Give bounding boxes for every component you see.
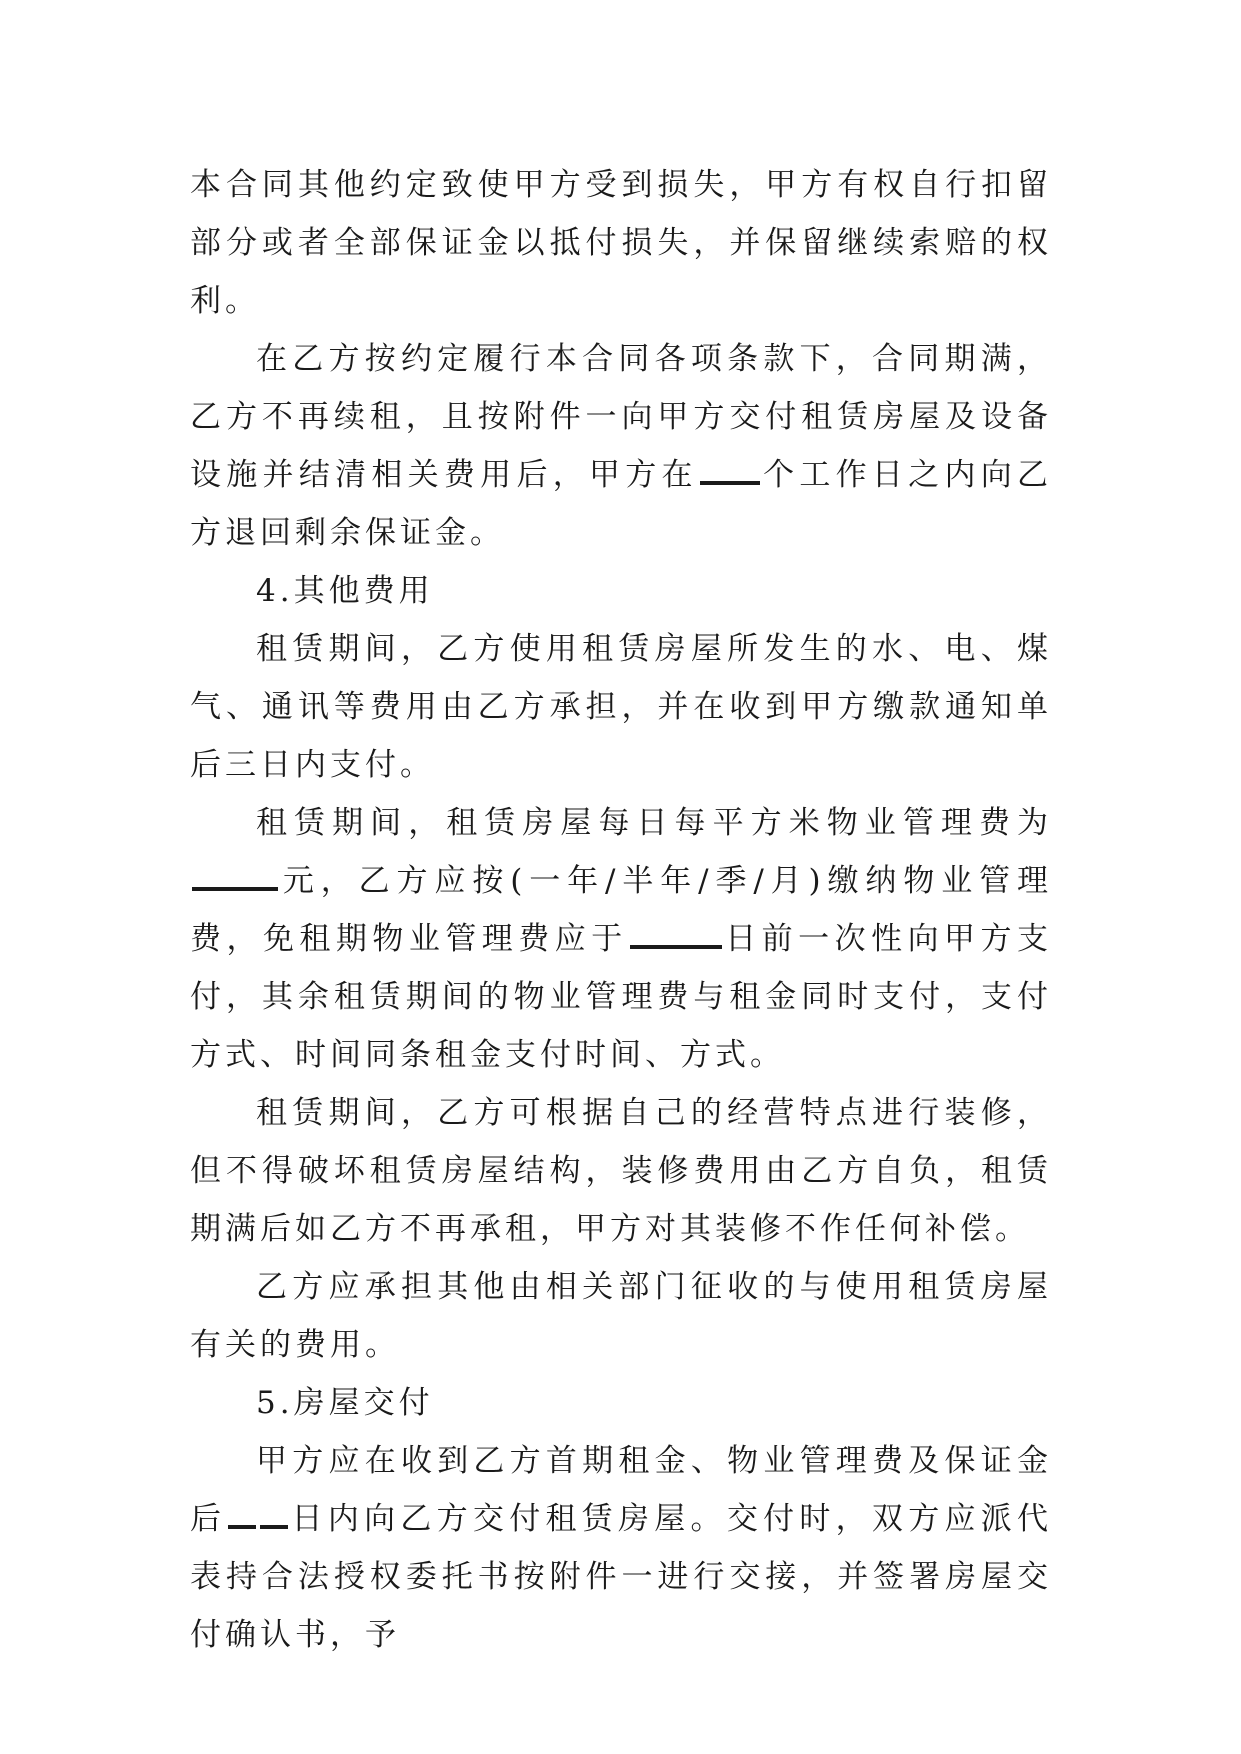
fill-in-blank: [228, 1499, 256, 1529]
fill-in-blank: [192, 861, 278, 891]
section-heading-other-fees: [190, 562, 1052, 620]
fill-in-blank: [630, 919, 722, 949]
paragraph-deposit-deduction: [190, 156, 1052, 330]
fill-in-blank: [700, 455, 760, 485]
paragraph-text: 租赁期间，乙方可根据自己的经营特点进行装修，但不得破坏租赁房屋结构，装修费用由乙方自负，租赁期满后如乙方不再承租，甲方对其装修不作任何补偿。: [190, 1095, 1052, 1247]
heading-text: 4.其他费用: [256, 573, 434, 609]
paragraph-text: 在乙方按约定履行本合同各项条款下，合同期满，乙方不再续租，且按附件一向甲方交付租赁房屋及设备设施并结清相关费用后，甲方在: [190, 341, 1052, 493]
fill-in-blank: [260, 1499, 288, 1529]
paragraph-deposit-return: [190, 330, 1052, 562]
paragraph-delivery: [190, 1432, 1052, 1664]
paragraph-text: 元，乙方应按(一年/半年/季/月)缴纳物业管理费，免租期物业管理费应于: [190, 863, 1052, 957]
paragraph-text: 租赁期间，乙方使用租赁房屋所发生的水、电、煤气、通讯等费用由乙方承担，并在收到甲方缴款通知单后三日内支付。: [190, 631, 1052, 783]
paragraph-decoration: [190, 1084, 1052, 1258]
document-body: [190, 156, 1052, 1664]
paragraph-utilities: [190, 620, 1052, 794]
paragraph-text: 日内向乙方交付租赁房屋。交付时，双方应派代表持合法授权委托书按附件一进行交接，并签署房屋交付确认书，予: [190, 1501, 1053, 1653]
paragraph-text: 本合同其他约定致使甲方受到损失，甲方有权自行扣留部分或者全部保证金以抵付损失，并保留继续索赔的权利。: [190, 167, 1052, 319]
paragraph-text: 甲方应在收到乙方首期租金、物业管理费及保证金后: [190, 1443, 1052, 1537]
section-heading-house-delivery: [190, 1374, 1052, 1432]
paragraph-other-charges: [190, 1258, 1052, 1374]
paragraph-text: 乙方应承担其他由相关部门征收的与使用租赁房屋有关的费用。: [190, 1269, 1052, 1363]
paragraph-property-fee: [190, 794, 1052, 1084]
paragraph-text: 租赁期间，租赁房屋每日每平方米物业管理费为: [256, 805, 1052, 841]
paragraph-text: 个工作日之内向乙方退回剩余保证金。: [190, 457, 1053, 551]
heading-text: 5.房屋交付: [256, 1385, 434, 1421]
paragraph-text: 日前一次性向甲方支付，其余租赁期间的物业管理费与租金同时支付，支付方式、时间同条租金支付时间、方式。: [190, 921, 1053, 1073]
